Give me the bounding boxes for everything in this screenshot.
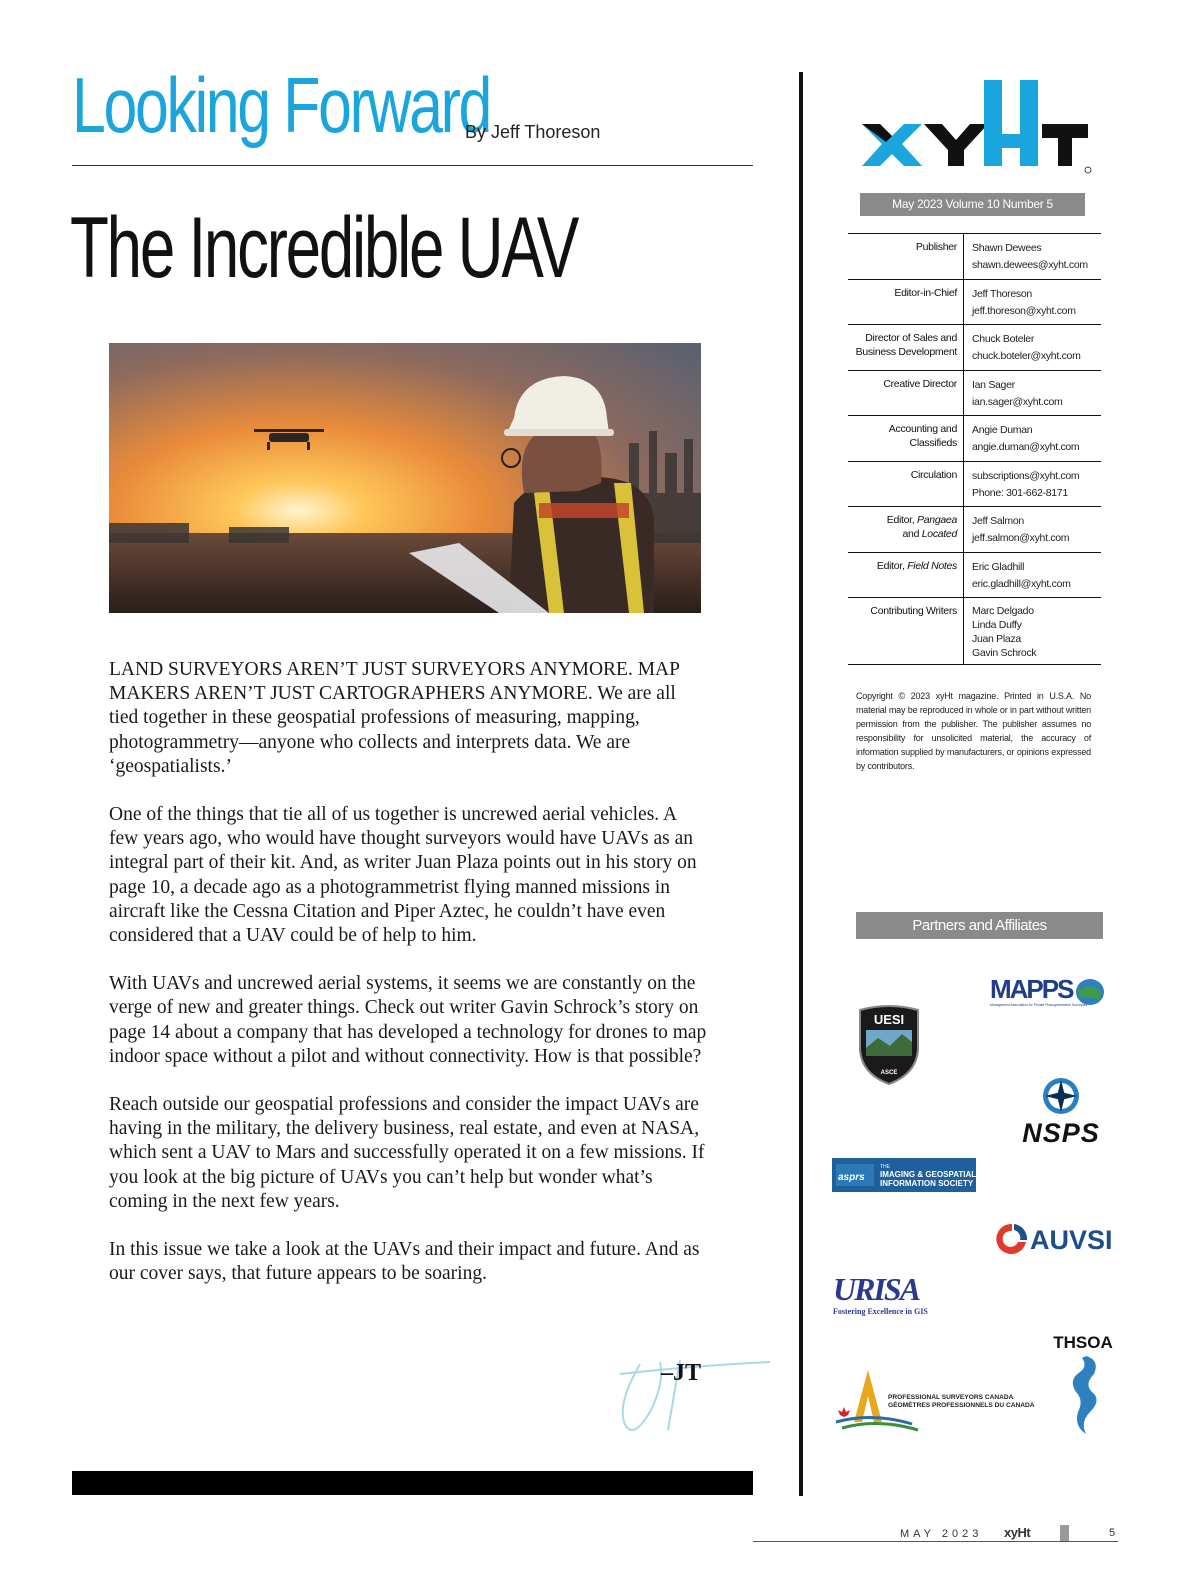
- asprs-wordmark: asprs: [838, 1172, 865, 1183]
- footer-rule: [753, 1541, 1118, 1542]
- masthead-row: [848, 325, 1101, 371]
- urisa-tagline: Fostering Excellence in GIS: [833, 1307, 928, 1316]
- contributing-writers-list: [964, 598, 1036, 664]
- writer-name: Marc Delgado: [972, 605, 1034, 617]
- writer-name: Linda Duffy: [972, 619, 1022, 631]
- role-line: [848, 513, 957, 527]
- masthead-table: [848, 233, 1101, 665]
- thsoa-logo[interactable]: [1044, 1330, 1122, 1440]
- contact-email[interactable]: eric.gladhill@xyht.com: [972, 577, 1071, 590]
- masthead-role: [848, 507, 964, 552]
- masthead-role: [848, 553, 964, 598]
- masthead-contact: [964, 462, 1079, 507]
- asprs-line2: INFORMATION SOCIETY: [880, 1179, 974, 1188]
- contact-name: Angie Duman: [972, 424, 1033, 436]
- footer-marker: [1060, 1525, 1069, 1541]
- contact-email[interactable]: subscriptions@xyht.com: [972, 469, 1080, 482]
- article-paragraph: One of the things that tie all of us together is uncrewed aerial vehicles. A few years ago, who would have thought surveyors would have UAVs as an integral part of their kit. And, as writer Juan Plaza points out in his story on page 10, a decade ago as a photogrammetrist flying manned missions in aircraft like the Cessna Citation and Piper Aztec, he couldn’t have even considered that a UAV could be of help to him.: [109, 804, 697, 947]
- role-publication: Located: [921, 528, 957, 540]
- auvsi-logo[interactable]: [994, 1220, 1118, 1258]
- masthead-contact: [964, 325, 1081, 370]
- writer-name: Juan Plaza: [972, 633, 1021, 645]
- contact-email[interactable]: jeff.thoreson@xyht.com: [972, 304, 1076, 317]
- role-line: Classifieds: [909, 437, 957, 449]
- article-paragraph: With UAVs and uncrewed aerial systems, it seems we are constantly on the verge of new and greater things. Check out writer Gavin Schrock’s story on page 14 about a company that has developed a technology for drones to map indoor space without a pilot and without connectivity. How is that possible?: [109, 973, 707, 1067]
- professional-surveyors-canada-logo[interactable]: [832, 1366, 1038, 1432]
- footer-brand: xyHt: [1004, 1525, 1031, 1540]
- masthead-role: Publisher: [848, 234, 964, 279]
- masthead-role: [848, 325, 964, 370]
- nsps-wordmark: NSPS: [1022, 1118, 1100, 1146]
- sunset-drone-illustration: [109, 343, 701, 613]
- role-text: and: [902, 528, 922, 540]
- masthead-contact: [964, 416, 1079, 461]
- contact-email[interactable]: jeff.salmon@xyht.com: [972, 532, 1070, 544]
- role-line: Accounting and: [888, 423, 957, 435]
- role-publication: Pangaea: [917, 514, 957, 526]
- xyht-logo: [858, 78, 1094, 174]
- masthead-role: Editor-in-Chief: [848, 280, 964, 325]
- masthead-row: [848, 371, 1101, 417]
- masthead-role: Circulation: [848, 462, 964, 507]
- article-paragraph: LAND SURVEYORS AREN’T JUST SURVEYORS ANYMORE. MAP MAKERS AREN’T JUST CARTOGRAPHERS ANYMORE. We are all tied together in these geospatial professions of measuring, mapping, photogrammetry—anyone who collects and interprets data. We are ‘geospatialists.’: [109, 659, 680, 777]
- issue-info: May 2023 Volume 10 Number 5: [860, 193, 1085, 216]
- column-divider: [799, 72, 803, 1496]
- thsoa-wordmark: THSOA: [1053, 1333, 1113, 1352]
- signoff: –JT: [661, 1360, 702, 1386]
- article-paragraph: In this issue we take a look at the UAVs and their impact and future. And as our cover says, that future appears to be soaring.: [109, 1239, 700, 1285]
- masthead-row: [848, 462, 1101, 508]
- uesi-wordmark: UESI: [873, 1012, 905, 1027]
- article-body: [109, 658, 709, 1310]
- mapps-wordmark: MAPPS: [990, 974, 1073, 1004]
- role-text: Editor,: [876, 559, 908, 572]
- page-number: 5: [1109, 1527, 1116, 1539]
- masthead-row: [848, 280, 1101, 326]
- contact-name: Chuck Boteler: [972, 333, 1035, 345]
- role-publication: Field Notes: [907, 559, 957, 572]
- masthead-role: [848, 416, 964, 461]
- contact-name: Jeff Thoreson: [972, 287, 1032, 300]
- title-rule: [72, 165, 753, 166]
- psc-line1: PROFESSIONAL SURVEYORS CANADA: [888, 1394, 1014, 1401]
- asce-wordmark: ASCE: [880, 1070, 898, 1076]
- masthead-contact: [964, 507, 1069, 552]
- asprs-the: THE: [880, 1164, 890, 1170]
- contact-email[interactable]: chuck.boteler@xyht.com: [972, 350, 1081, 362]
- asprs-line1: IMAGING & GEOSPATIAL: [880, 1170, 976, 1179]
- role-line: Business Development: [855, 346, 957, 358]
- column-title: Looking Forward: [72, 61, 491, 149]
- masthead-row: [848, 553, 1101, 599]
- masthead-contact: [964, 234, 1088, 279]
- article-paragraph: Reach outside our geospatial professions and consider the impact UAVs are having in the military, the delivery business, real estate, and even at NASA, which sent a UAV to Mars and successfully operated it on a few missions. If you look at the big picture of UAVs you can’t help but wonder what’s coming in the next few years.: [109, 1094, 705, 1212]
- masthead-row: [848, 234, 1101, 280]
- masthead-row: [848, 598, 1101, 665]
- urisa-wordmark: URISA: [833, 1271, 920, 1307]
- urisa-logo[interactable]: [831, 1266, 951, 1318]
- auvsi-wordmark: AUVSI: [1030, 1225, 1113, 1255]
- masthead-contact: [964, 371, 1062, 416]
- masthead-row: [848, 416, 1101, 462]
- contact-phone: Phone: 301-662-8171: [972, 486, 1068, 499]
- psc-line2: GÉOMÈTRES PROFESSIONNELS DU CANADA: [888, 1402, 1035, 1409]
- partners-heading: Partners and Affiliates: [856, 912, 1103, 939]
- contact-email[interactable]: angie.duman@xyht.com: [972, 441, 1080, 453]
- mapps-logo[interactable]: [990, 970, 1116, 1010]
- role-line: [848, 527, 957, 541]
- masthead-role: Creative Director: [848, 371, 964, 416]
- byline: By Jeff Thoreson: [465, 122, 601, 142]
- nsps-logo[interactable]: [1002, 1074, 1120, 1146]
- hero-image: [109, 343, 701, 613]
- uesi-asce-logo[interactable]: [856, 1004, 922, 1086]
- asprs-logo[interactable]: [832, 1158, 976, 1192]
- masthead-role: Contributing Writers: [848, 598, 964, 664]
- copyright-notice: Copyright © 2023 xyHt magazine. Printed in U.S.A. No material may be reproduced in whole or in part without written permission from the publisher. The publisher assumes no responsibility for unsolicited material, the accuracy of information supplied by manufacturers, or opinions expressed by contributors.: [856, 691, 1091, 771]
- bottom-bar: [72, 1471, 753, 1495]
- masthead-contact: [964, 553, 1071, 598]
- contact-name: Eric Gladhill: [972, 560, 1025, 573]
- contact-email[interactable]: shawn.dewees@xyht.com: [972, 259, 1088, 271]
- contact-name: Ian Sager: [972, 378, 1015, 391]
- writer-name: Gavin Schrock: [972, 647, 1037, 659]
- article-headline: The Incredible UAV: [70, 200, 578, 296]
- footer-date: MAY 2023: [900, 1528, 983, 1540]
- contact-name: Jeff Salmon: [972, 515, 1024, 527]
- masthead-contact: [964, 280, 1076, 325]
- mapps-subtitle: Management Association for Private Photogrammetric Surveyors: [990, 1003, 1088, 1007]
- role-text: Editor,: [886, 514, 918, 526]
- contact-email[interactable]: ian.sager@xyht.com: [972, 395, 1063, 408]
- role-line: Director of Sales and: [865, 332, 957, 344]
- contact-name: Shawn Dewees: [972, 242, 1042, 254]
- masthead-row: [848, 507, 1101, 553]
